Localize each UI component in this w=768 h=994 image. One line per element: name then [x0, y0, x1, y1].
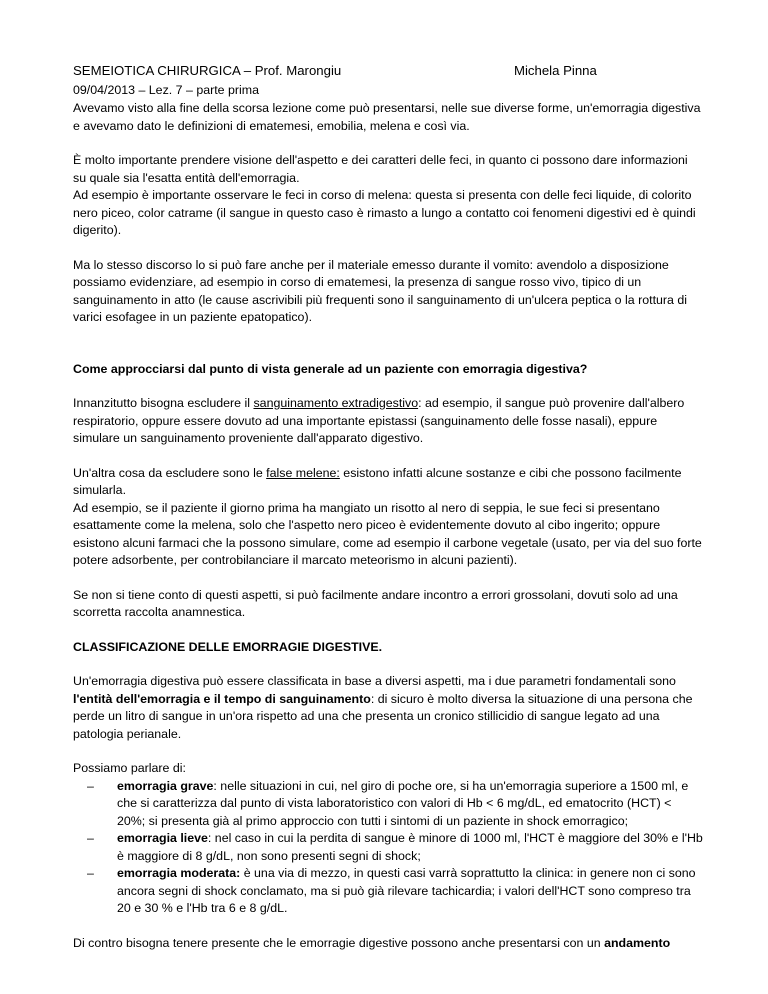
text-span: Un'altra cosa da escludere sono le [73, 465, 267, 480]
bold-term: l'entità dell'emorragia e il tempo di sanguinamento [73, 691, 371, 706]
paragraph-intro: Avevamo visto alla fine della scorsa lezione come può presentarsi, nelle sue diverse forme, un'emorragia digestiva e avevamo dato le definizioni di ematemesi, emobilia, melena e così via. [73, 101, 701, 133]
paragraph-feci [73, 152, 703, 240]
list-item [73, 830, 703, 865]
bold-term: emorragia grave [117, 778, 214, 793]
underlined-term: sanguinamento extradigestivo [253, 396, 419, 410]
bold-term: emorragia moderata: [117, 866, 241, 880]
document-header [73, 62, 703, 100]
paragraph-feci-line1: È molto importante prendere visione dell'aspetto e dei caratteri delle feci, in quanto ci possono dare informazioni su quale sia l'esatta entità dell'emorragia. [73, 153, 688, 185]
text-span: Innanzitutto bisogna escludere il [73, 396, 254, 410]
section-heading-approccio [73, 361, 703, 379]
paragraph-false-melene [73, 465, 703, 570]
paragraph-vomito: Ma lo stesso discorso lo si può fare anche per il materiale emesso durante il vomito: avendolo a disposizione possiamo evidenziare, ad esempio in corso di ematemesi, la presenza di sangue rosso vivo, tipico di un sanguinamento in atto (le cause ascrivibili più frequenti sono il sanguinamento di un'ulcera peptica o la rottura di varici esofagee in un paziente epatopatico). [73, 257, 688, 324]
text-span: : ad esempio, il sangue può provenire dall'albero respiratorio, oppure essere dovuto ad una importante epistassi (sanguinamento delle fosse nasali), eppure simulare un sanguinamento proveniente dall'apparato digestivo. [73, 396, 685, 445]
dash-bullet: – [87, 831, 94, 845]
paragraph-feci-line2: Ad esempio è importante osservare le feci in corso di melena: questa si presenta con delle feci liquide, di colorito nero piceo, color catrame (il sangue in questo caso è rimasto a lungo a contatto coi fenomeni digestivi ed è quindi digerito). [73, 188, 696, 237]
heading-text: Come approcciarsi dal punto di vista generale ad un paziente con emorragia digestiva? [73, 361, 588, 376]
text-span: : di sicuro è molto diversa la situazione di una persona che perde un litro di sangue in un'ora rispetto ad una che presenta un cronico stillicidio di sangue legato ad una patologia perianale. [73, 691, 693, 741]
course-title: SEMEIOTICA CHIRURGICA – Prof. Marongiu [73, 63, 342, 78]
list-item [73, 778, 703, 831]
spacer [73, 344, 703, 361]
paragraph-possiamo: Possiamo parlare di: [73, 761, 186, 775]
paragraph-errori: Se non si tiene conto di questi aspetti, si può facilmente andare incontro a errori grossolani, dovuti solo ad una scorretta raccolta anamnestica. [73, 587, 678, 619]
dash-bullet: – [87, 866, 94, 880]
bold-term: emorragia lieve [117, 831, 208, 845]
heading-text: CLASSIFICAZIONE DELLE EMORRAGIE DIGESTIVE. [73, 639, 383, 654]
lesson-date: 09/04/2013 – Lez. 7 – parte prima [73, 83, 259, 97]
text-span: esistono infatti alcune sostanze e cibi che possono facilmente simularla. [73, 465, 682, 497]
document-page [73, 62, 703, 969]
list-item [73, 865, 703, 918]
bold-term: andamento [604, 935, 671, 950]
section-heading-classificazione [73, 639, 703, 657]
underlined-term: false melene: [266, 465, 340, 480]
paragraph-classificazione [73, 673, 703, 743]
paragraph-extradigestivo [73, 395, 703, 448]
text-span: è una via di mezzo, in questi casi varrà soprattutto la clinica: in genere non ci sono ancora segni di shock conclamato, ma si può già rilevare tachicardia; i valori dell'HCT sono compreso tra 20 e 30 % e l'Hb tra 6 e 8 g/dL. [117, 866, 696, 915]
paragraph-andamento [73, 935, 703, 953]
dash-bullet: – [87, 778, 94, 793]
text-span: Ad esempio, se il paziente il giorno prima ha mangiato un risotto al nero di seppia, le sue feci si presentano esattamente come la melena, solo che l'aspetto nero piceo è evidentemente dovuto al cibo ingerito; oppure esistono alcuni farmaci che la possono simulare, come ad esempio il carbone vegetale (usato, per via del suo forte potere adsorbente, per controbilanciare il marcato meteorismo in alcuni pazienti). [73, 500, 702, 567]
text-span: : nel caso in cui la perdita di sangue è minore di 1000 ml, l'HCT è maggiore del 30% e l'Hb è maggiore di 8 g/dL, non sono presenti segni di shock; [117, 831, 703, 863]
author-name: Michela Pinna [514, 63, 597, 78]
text-span: : nelle situazioni in cui, nel giro di poche ore, si ha un'emorragia superiore a 1500 ml, e che si caratterizza dal punto di vista laboratoristico con valori di Hb < 6 mg/dL, ed ematocrito (HCT) < 20%; si presenta già al primo approccio con tutti i sintomi di un paziente in shock emorragico; [117, 778, 689, 828]
text-span: Di contro bisogna tenere presente che le emorragie digestive possono anche presentarsi con un [73, 935, 605, 950]
text-span: Un'emorragia digestiva può essere classificata in base a diversi aspetti, ma i due parametri fondamentali sono [73, 674, 676, 688]
emorragia-list [73, 778, 703, 918]
